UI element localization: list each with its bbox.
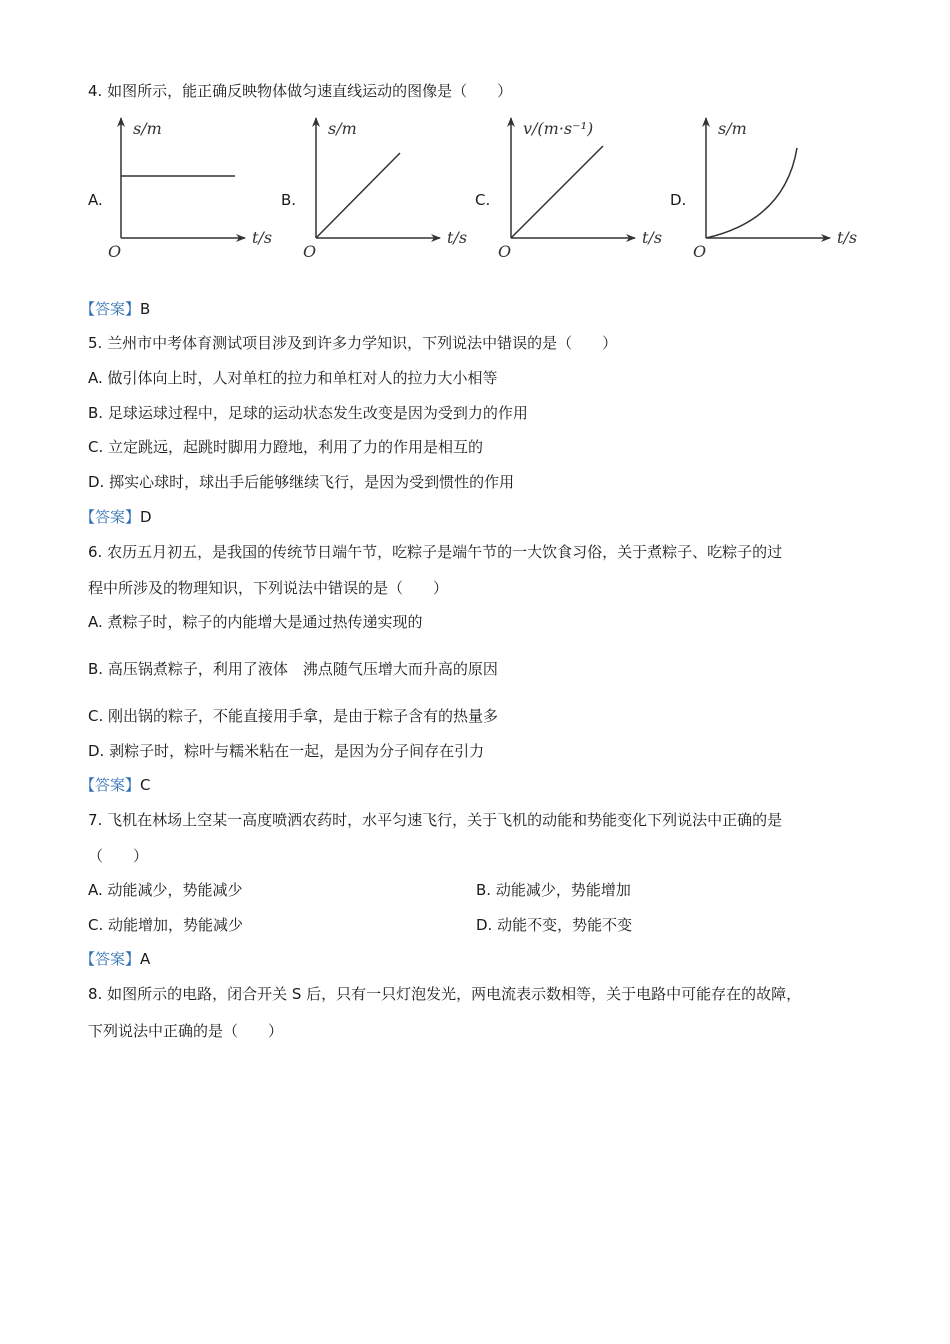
q6-stem-line1: 6. 农历五月初五，是我国的传统节日端午节，吃粽子是端午节的一大饮食习俗，关于煮粽子、吃粽子的过 <box>88 543 783 561</box>
q4-stem: 4. 如图所示，能正确反映物体做匀速直线运动的图像是（ ） <box>88 82 513 100</box>
q7-option-b: B. 动能减少，势能增加 <box>476 881 631 899</box>
graph-c-x-axis: t/s <box>642 228 663 247</box>
graph-b-origin: O <box>303 242 317 261</box>
graph-d-x-axis: t/s <box>837 228 858 247</box>
q4-graph-b <box>300 112 475 262</box>
q7-option-a: A. 动能减少，势能减少 <box>88 881 243 899</box>
answer-value: C <box>140 776 151 794</box>
answer-value: B <box>140 300 151 318</box>
q4-option-b-label: B. <box>281 191 297 209</box>
graph-b-x-axis: t/s <box>447 228 468 247</box>
graph-d-origin: O <box>693 242 707 261</box>
q7-answer <box>80 948 150 970</box>
graph-d-y-axis: s/m <box>718 119 747 138</box>
graph-b-line <box>316 153 400 238</box>
q8-stem-line1: 8. 如图所示的电路，闭合开关 S 后，只有一只灯泡发光，两电流表示数相等，关于电路中可能存在的故障， <box>88 985 802 1003</box>
q4-answer <box>80 298 150 320</box>
q4-graph-d <box>690 112 865 262</box>
q5-option-c: C. 立定跳远，起跳时脚用力蹬地，利用了力的作用是相互的 <box>88 438 484 456</box>
q5-option-b: B. 足球运球过程中，足球的运动状态发生改变是因为受到力的作用 <box>88 404 528 422</box>
q6-option-b: B. 高压锅煮粽子，利用了液体 沸点随气压增大而升高的原因 <box>88 660 498 678</box>
graph-a-y-axis: s/m <box>133 119 162 138</box>
graph-d-curve <box>706 148 797 238</box>
graph-a-origin: O <box>108 242 122 261</box>
q4-option-d-label: D. <box>670 191 687 209</box>
q7-stem-line2: （ ） <box>88 847 149 865</box>
q6-stem-line2: 程中所涉及的物理知识，下列说法中错误的是（ ） <box>88 579 449 597</box>
answer-bracket: 【答案】 <box>80 508 141 526</box>
graph-b-y-axis: s/m <box>328 119 357 138</box>
q6-answer <box>80 774 151 796</box>
answer-bracket: 【答案】 <box>80 776 141 794</box>
q4-option-c-label: C. <box>475 191 491 209</box>
q7-stem-line1: 7. 飞机在林场上空某一高度喷洒农药时，水平匀速飞行，关于飞机的动能和势能变化下列说法中正确的是 <box>88 811 783 829</box>
q7-option-d: D. 动能不变，势能不变 <box>476 916 633 934</box>
answer-value: A <box>140 950 151 968</box>
answer-bracket: 【答案】 <box>80 950 141 968</box>
q6-option-d: D. 剥粽子时，粽叶与糯米粘在一起，是因为分子间存在引力 <box>88 742 485 760</box>
graph-c-y-axis: v/(m·s⁻¹) <box>523 119 594 138</box>
q4-option-a-label: A. <box>88 191 103 209</box>
graph-c-line <box>511 146 603 238</box>
q5-option-a: A. 做引体向上时，人对单杠的拉力和单杠对人的拉力大小相等 <box>88 369 498 387</box>
graph-a-x-axis: t/s <box>252 228 273 247</box>
q8-stem-line2: 下列说法中正确的是（ ） <box>88 1022 284 1040</box>
graph-c-origin: O <box>498 242 512 261</box>
q5-answer <box>80 506 152 528</box>
q5-stem: 5. 兰州市中考体育测试项目涉及到许多力学知识，下列说法中错误的是（ ） <box>88 334 618 352</box>
q5-option-d: D. 掷实心球时，球出手后能够继续飞行，是因为受到惯性的作用 <box>88 473 515 491</box>
q6-option-c: C. 刚出锅的粽子，不能直接用手拿，是由于粽子含有的热量多 <box>88 707 499 725</box>
answer-value: D <box>140 508 152 526</box>
q7-option-c: C. 动能增加，势能减少 <box>88 916 244 934</box>
q4-graph-c <box>495 112 670 262</box>
q4-graph-a <box>105 112 280 262</box>
answer-bracket: 【答案】 <box>80 300 141 318</box>
q6-option-a: A. 煮粽子时，粽子的内能增大是通过热传递实现的 <box>88 613 423 631</box>
